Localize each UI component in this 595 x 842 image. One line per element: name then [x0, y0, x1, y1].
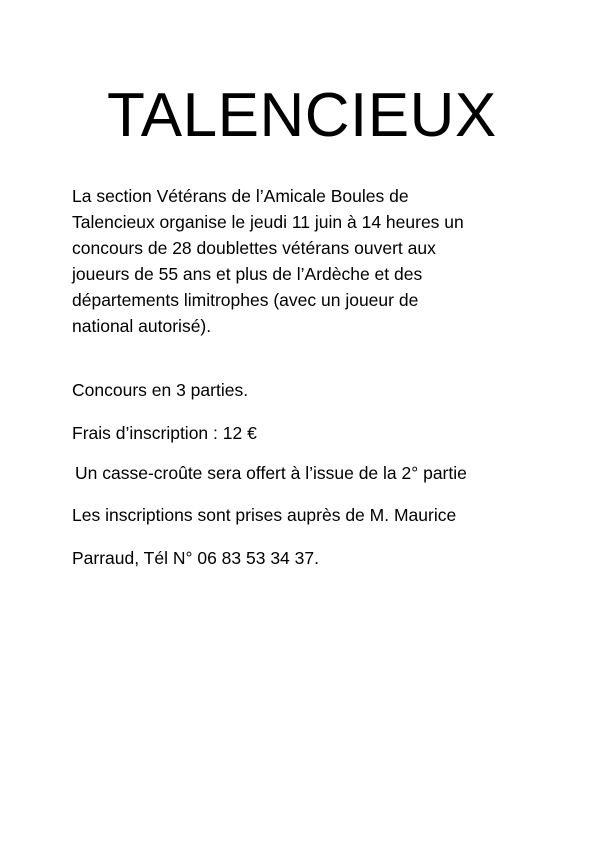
paragraph-line: Talencieux organise le jeudi 11 juin à 14 heures un [72, 212, 464, 232]
announcement-paragraph [72, 183, 542, 339]
paragraph-line: national autorisé). [72, 316, 212, 336]
paragraph-line: départements limitrophes (avec un joueur de [72, 290, 419, 310]
rounds-text: Concours en 3 parties. [72, 380, 249, 400]
page-title: TALENCIEUX [107, 81, 497, 150]
registration-text-line2: Parraud, Tél N° 06 83 53 34 37. [72, 548, 319, 568]
registration-text-line1: Les inscriptions sont prises auprès de M. Maurice [72, 505, 457, 525]
paragraph-line: joueurs de 55 ans et plus de l’Ardèche et des [72, 264, 423, 284]
paragraph-line: La section Vétérans de l’Amicale Boules de [72, 186, 409, 206]
snack-text: Un casse-croûte sera offert à l’issue de la 2° partie [75, 463, 467, 483]
paragraph-line: concours de 28 doublettes vétérans ouvert aux [72, 238, 436, 258]
fee-text: Frais d’inscription : 12 € [72, 423, 257, 443]
